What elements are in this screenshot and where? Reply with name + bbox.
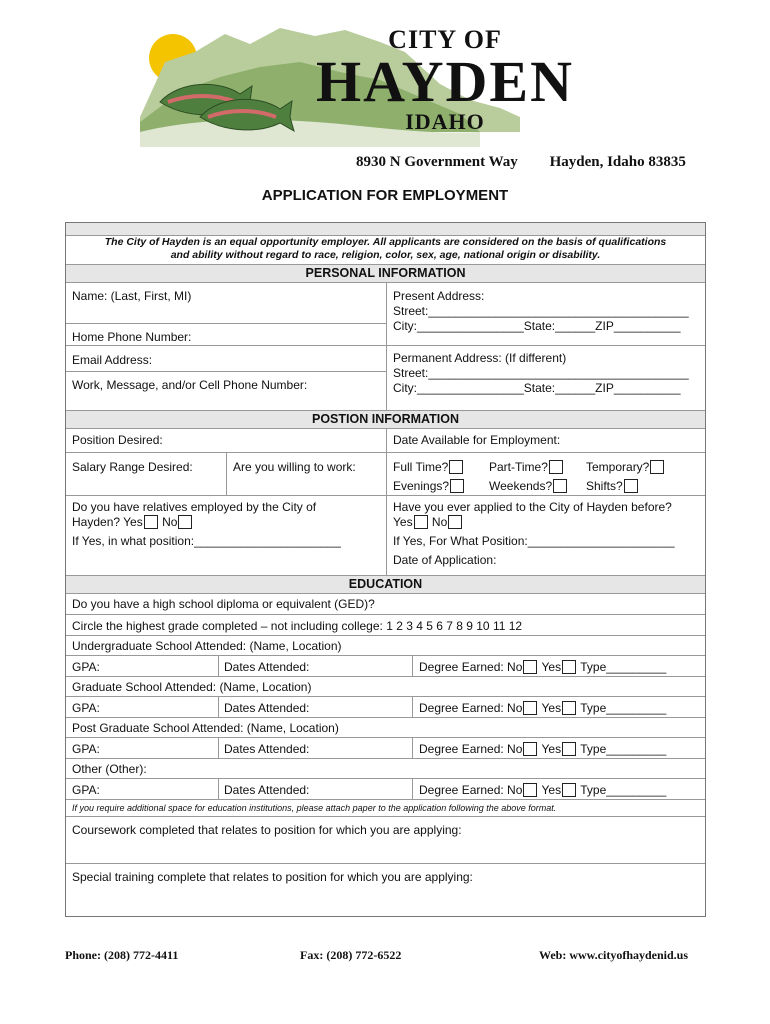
eeo-line-1: The City of Hayden is an equal opportunity employer. All applicants are considered on the basis of qualifications xyxy=(104,236,667,248)
temporary-option: Temporary? xyxy=(586,460,665,474)
logo-hayden: HAYDEN xyxy=(315,49,575,114)
footer-web[interactable]: Web: www.cityofhaydenid.us xyxy=(539,948,689,962)
temporary-checkbox[interactable] xyxy=(650,460,664,474)
work-phone-field[interactable]: Work, Message, and/or Cell Phone Number: xyxy=(72,378,308,392)
postgrad-dates-field[interactable]: Dates Attended: xyxy=(224,742,310,756)
name-field[interactable]: Name: (Last, First, MI) xyxy=(72,289,192,303)
home-phone-field[interactable]: Home Phone Number: xyxy=(72,330,192,344)
applied-no-checkbox[interactable] xyxy=(448,515,462,529)
logo-idaho: IDAHO xyxy=(405,109,485,134)
other-school-field[interactable]: Other (Other): xyxy=(72,762,147,776)
eeo-statement xyxy=(66,235,705,264)
evenings-option: Evenings? xyxy=(393,479,465,493)
relatives-question: Do you have relatives employed by the City of xyxy=(72,500,317,514)
permanent-address-label: Permanent Address: (If different) xyxy=(393,351,567,365)
date-available-field[interactable]: Date Available for Employment: xyxy=(393,433,561,447)
other-yes-checkbox[interactable] xyxy=(562,783,576,797)
willing-to-work-label: Are you willing to work: xyxy=(233,460,356,474)
relatives-position-field[interactable]: If Yes, in what position:______________________ xyxy=(72,534,341,548)
part-time-checkbox[interactable] xyxy=(549,460,563,474)
street-address: 8930 N Government Way xyxy=(356,154,518,170)
education-note: If you require additional space for education institutions, please attach paper to the application following the above format. xyxy=(72,803,557,813)
special-training-field[interactable]: Special training complete that relates to position for which you are applying: xyxy=(72,870,473,884)
coursework-field[interactable]: Coursework completed that relates to position for which you are applying: xyxy=(72,823,462,837)
email-field[interactable]: Email Address: xyxy=(72,353,153,367)
city-address xyxy=(356,154,714,171)
applied-before-answer: Yes No xyxy=(393,515,463,529)
postgrad-degree-field: Degree Earned: No Yes Type_________ xyxy=(419,742,667,756)
section-header-personal: PERSONAL INFORMATION xyxy=(66,264,705,283)
undergrad-degree-field: Degree Earned: No Yes Type_________ xyxy=(419,660,667,674)
footer-fax: Fax: (208) 772-6522 xyxy=(300,948,402,962)
other-degree-field: Degree Earned: No Yes Type_________ xyxy=(419,783,667,797)
grad-yes-checkbox[interactable] xyxy=(562,701,576,715)
weekends-checkbox[interactable] xyxy=(553,479,567,493)
applied-yes-checkbox[interactable] xyxy=(414,515,428,529)
date-of-application-field[interactable]: Date of Application: xyxy=(393,553,497,567)
position-desired-field[interactable]: Position Desired: xyxy=(72,433,163,447)
logo-wordmark xyxy=(290,26,600,134)
eeo-line-2: and ability without regard to race, religion, color, sex, age, national origin or disability. xyxy=(170,249,601,261)
permanent-city-field[interactable]: City:________________State:______ZIP__________ xyxy=(393,381,681,395)
postgrad-school-field[interactable]: Post Graduate School Attended: (Name, Location) xyxy=(72,721,339,735)
shifts-option: Shifts? xyxy=(586,479,639,493)
relatives-no-checkbox[interactable] xyxy=(178,515,192,529)
present-address-label: Present Address: xyxy=(393,289,485,303)
section-header-position: POSTION INFORMATION xyxy=(66,410,705,429)
undergrad-school-field[interactable]: Undergraduate School Attended: (Name, Location) xyxy=(72,639,342,653)
undergrad-gpa-field[interactable]: GPA: xyxy=(72,660,100,674)
diploma-question[interactable]: Do you have a high school diploma or equivalent (GED)? xyxy=(72,597,375,611)
permanent-street-field[interactable]: Street:_______________________________________ xyxy=(393,366,689,380)
city-state-zip: Hayden, Idaho 83835 xyxy=(549,154,686,170)
undergrad-yes-checkbox[interactable] xyxy=(562,660,576,674)
highest-grade-question[interactable]: Circle the highest grade completed – not including college: 1 2 3 4 5 6 7 8 9 10 11 12 xyxy=(72,619,523,633)
postgrad-no-checkbox[interactable] xyxy=(523,742,537,756)
logo-city-of: CITY OF xyxy=(388,25,502,54)
part-time-option: Part-Time? xyxy=(489,460,564,474)
section-header-education: EDUCATION xyxy=(66,575,705,594)
grad-dates-field[interactable]: Dates Attended: xyxy=(224,701,310,715)
grad-degree-field: Degree Earned: No Yes Type_________ xyxy=(419,701,667,715)
full-time-checkbox[interactable] xyxy=(449,460,463,474)
application-form xyxy=(65,222,706,917)
postgrad-yes-checkbox[interactable] xyxy=(562,742,576,756)
undergrad-dates-field[interactable]: Dates Attended: xyxy=(224,660,310,674)
postgrad-gpa-field[interactable]: GPA: xyxy=(72,742,100,756)
relatives-answer: Hayden? Yes No xyxy=(72,515,193,529)
salary-range-field[interactable]: Salary Range Desired: xyxy=(72,460,193,474)
present-street-field[interactable]: Street:_______________________________________ xyxy=(393,304,689,318)
footer-phone: Phone: (208) 772-4411 xyxy=(65,948,179,962)
weekends-option: Weekends? xyxy=(489,479,568,493)
present-city-field[interactable]: City:________________State:______ZIP__________ xyxy=(393,319,681,333)
shifts-checkbox[interactable] xyxy=(624,479,638,493)
grad-gpa-field[interactable]: GPA: xyxy=(72,701,100,715)
full-time-option: Full Time? xyxy=(393,460,464,474)
grad-no-checkbox[interactable] xyxy=(523,701,537,715)
relatives-yes-checkbox[interactable] xyxy=(144,515,158,529)
evenings-checkbox[interactable] xyxy=(450,479,464,493)
other-dates-field[interactable]: Dates Attended: xyxy=(224,783,310,797)
undergrad-no-checkbox[interactable] xyxy=(523,660,537,674)
other-no-checkbox[interactable] xyxy=(523,783,537,797)
applied-position-field[interactable]: If Yes, For What Position:______________________ xyxy=(393,534,675,548)
page-title: APPLICATION FOR EMPLOYMENT xyxy=(261,187,509,204)
grad-school-field[interactable]: Graduate School Attended: (Name, Location) xyxy=(72,680,312,694)
applied-before-question: Have you ever applied to the City of Hayden before? xyxy=(393,500,672,514)
other-gpa-field[interactable]: GPA: xyxy=(72,783,100,797)
